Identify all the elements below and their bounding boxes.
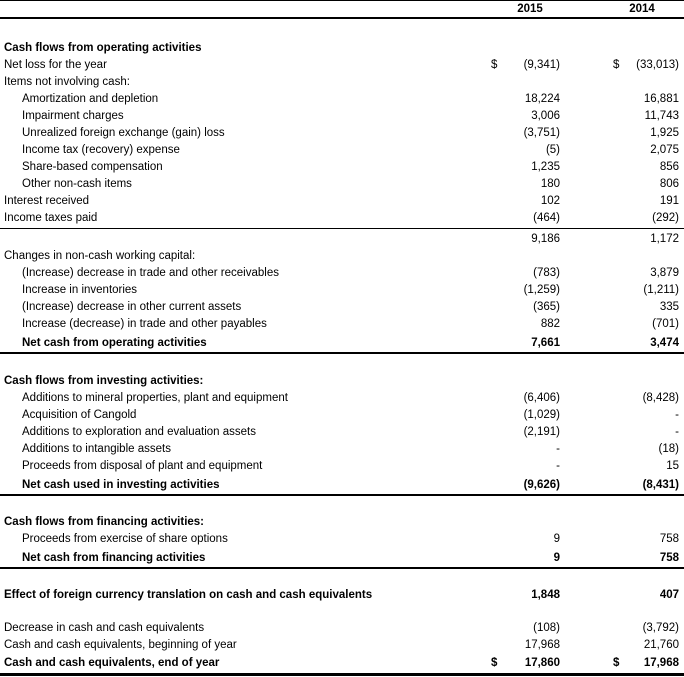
value-2014: (33,013): [636, 59, 679, 71]
table-row: [0, 514, 684, 531]
row-label: Net cash used in investing activities: [22, 479, 220, 491]
row-label: Amortization and depletion: [22, 93, 159, 105]
table-row: [0, 373, 684, 390]
value-2014: 1,925: [650, 127, 679, 139]
row-label: Net cash from financing activities: [22, 552, 206, 564]
row-label: Acquisition of Cangold: [22, 409, 137, 421]
value-2014: 3,474: [650, 337, 679, 349]
table-row: [0, 142, 684, 159]
value-2015: (783): [533, 267, 560, 279]
row-label: Interest received: [4, 195, 90, 207]
value-2015: 102: [540, 195, 560, 207]
value-2014: (8,431): [642, 479, 679, 491]
value-2015: -: [556, 460, 560, 472]
value-2014: (701): [652, 318, 679, 330]
value-2015: (3,751): [523, 127, 560, 139]
table-row: [0, 316, 684, 333]
value-2015: (9,626): [523, 479, 560, 491]
row-label: Additions to mineral properties, plant and equipment: [22, 392, 288, 404]
value-2015: 9: [553, 552, 560, 564]
value-2014: 15: [666, 460, 679, 472]
row-label: Unrealized foreign exchange (gain) loss: [22, 127, 225, 139]
table-row: [0, 620, 684, 637]
value-2015: -: [556, 443, 560, 455]
value-2014: 1,172: [650, 233, 679, 245]
row-label: Net loss for the year: [4, 59, 107, 71]
value-2015: (2,191): [523, 426, 560, 438]
table-row: [0, 108, 684, 125]
value-2014: 2,075: [650, 144, 679, 156]
value-2014: 758: [659, 533, 679, 545]
value-2015: (9,341): [523, 59, 560, 71]
table-row: [0, 477, 684, 494]
table-row: [0, 176, 684, 193]
table-row: [0, 390, 684, 407]
row-label: Impairment charges: [22, 110, 124, 122]
value-2015: (5): [545, 144, 560, 156]
value-2015: (1,029): [523, 409, 560, 421]
table-row: [0, 587, 684, 604]
column-header-2014: 2014: [629, 3, 655, 15]
table-row: [0, 441, 684, 458]
table-row: [0, 424, 684, 441]
value-2014: 21,760: [643, 639, 679, 651]
table-row: [0, 210, 684, 227]
row-label: Income taxes paid: [4, 212, 98, 224]
table-row: [0, 74, 684, 91]
currency-symbol-2014: $: [613, 657, 620, 669]
value-2014: -: [675, 426, 679, 438]
table-row: [0, 248, 684, 265]
value-2015: 180: [540, 178, 560, 190]
rule-line: [0, 0, 684, 1]
value-2015: 1,235: [531, 161, 560, 173]
row-label: (Increase) decrease in trade and other receivables: [22, 267, 279, 279]
table-row: [0, 550, 684, 567]
rule-line: [0, 567, 684, 569]
row-label: Cash flows from investing activities:: [4, 375, 204, 387]
value-2015: 17,860: [524, 657, 560, 669]
table-row: [0, 91, 684, 108]
value-2015: 17,968: [524, 639, 560, 651]
value-2014: (8,428): [642, 392, 679, 404]
row-label: Items not involving cash:: [4, 76, 130, 88]
value-2014: 191: [659, 195, 679, 207]
value-2014: 806: [659, 178, 679, 190]
row-label: Net cash from operating activities: [22, 337, 207, 349]
row-label: Other non-cash items: [22, 178, 132, 190]
table-row: [0, 407, 684, 424]
table-row: [0, 125, 684, 142]
table-row: [0, 458, 684, 475]
value-2015: 1,848: [531, 589, 560, 601]
table-row: [0, 193, 684, 210]
value-2015: 882: [540, 318, 560, 330]
row-label: Proceeds from exercise of share options: [22, 533, 228, 545]
value-2015: 7,661: [531, 337, 560, 349]
value-2014: (18): [658, 443, 679, 455]
table-row: [0, 299, 684, 316]
table-row: [0, 335, 684, 352]
value-2014: (3,792): [642, 622, 679, 634]
value-2014: 758: [659, 552, 679, 564]
row-label: Cash flows from operating activities: [4, 42, 202, 54]
rule-line: [0, 673, 684, 676]
currency-symbol-2014: $: [613, 59, 620, 71]
value-2014: 17,968: [643, 657, 679, 669]
value-2015: 9,186: [531, 233, 560, 245]
value-2014: (292): [652, 212, 679, 224]
row-label: Changes in non-cash working capital:: [4, 250, 196, 262]
value-2014: 856: [659, 161, 679, 173]
value-2014: 407: [659, 589, 679, 601]
table-row: [0, 282, 684, 299]
rule-line: [0, 494, 684, 496]
value-2015: (365): [533, 301, 560, 313]
row-label: Proceeds from disposal of plant and equipment: [22, 460, 263, 472]
row-label: Decrease in cash and cash equivalents: [4, 622, 205, 634]
row-label: Increase (decrease) in trade and other payables: [22, 318, 267, 330]
row-label: (Increase) decrease in other current assets: [22, 301, 242, 313]
rule-line: [0, 17, 684, 19]
table-row: [0, 655, 684, 672]
rule-line: [0, 352, 684, 354]
table-row: [0, 531, 684, 548]
table-row: [0, 265, 684, 282]
value-2015: (1,259): [523, 284, 560, 296]
table-row: [0, 159, 684, 176]
currency-symbol-2015: $: [491, 59, 498, 71]
row-label: Cash and cash equivalents, beginning of year: [4, 639, 237, 651]
value-2014: 11,743: [644, 110, 679, 122]
column-header-2015: 2015: [517, 3, 543, 15]
currency-symbol-2015: $: [491, 657, 498, 669]
row-label: Income tax (recovery) expense: [22, 144, 180, 156]
row-label: Cash and cash equivalents, end of year: [4, 657, 220, 669]
row-label: Effect of foreign currency translation on cash and cash equivalents: [4, 589, 373, 601]
table-row: [0, 637, 684, 654]
row-label: Additions to intangible assets: [22, 443, 171, 455]
row-label: Additions to exploration and evaluation assets: [22, 426, 256, 438]
value-2014: 3,879: [650, 267, 679, 279]
table-row: [0, 231, 684, 248]
table-row: [0, 40, 684, 57]
value-2015: 9: [553, 533, 560, 545]
value-2015: 18,224: [524, 93, 560, 105]
value-2015: (6,406): [523, 392, 560, 404]
rule-line: [0, 228, 684, 229]
value-2015: (464): [533, 212, 560, 224]
table-row: [0, 57, 684, 74]
value-2015: (108): [533, 622, 560, 634]
row-label: Cash flows from financing activities:: [4, 516, 205, 528]
value-2015: 3,006: [531, 110, 560, 122]
value-2014: (1,211): [643, 284, 679, 296]
value-2014: -: [675, 409, 679, 421]
row-label: Increase in inventories: [22, 284, 138, 296]
value-2014: 16,881: [643, 93, 679, 105]
value-2014: 335: [659, 301, 679, 313]
row-label: Share-based compensation: [22, 161, 163, 173]
